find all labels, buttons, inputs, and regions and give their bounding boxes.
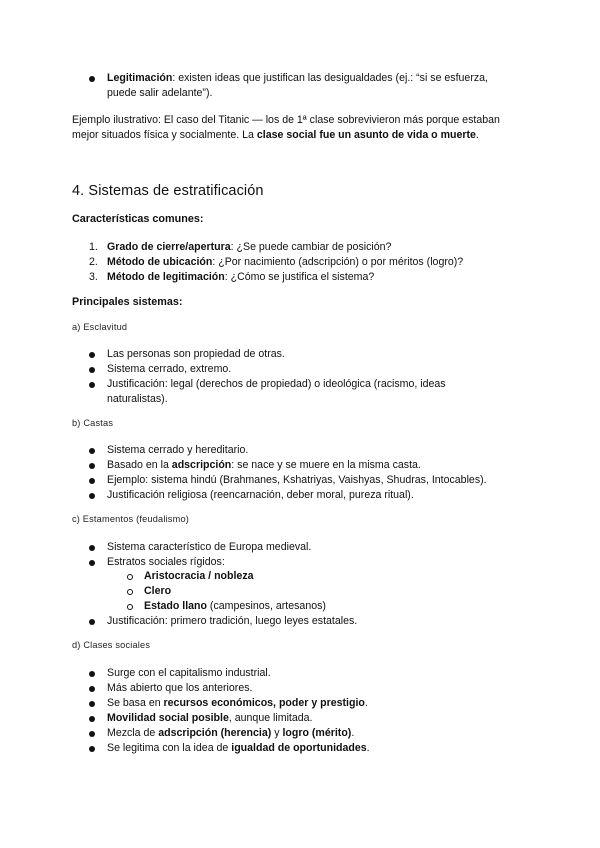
legitimacion-term: Legitimación (107, 72, 173, 84)
list-item: Se legitima con la idea de igualdad de oportunidades. (107, 742, 370, 754)
list-item: Se basa en recursos económicos, poder y prestigio. (107, 697, 368, 709)
bullet-icon (89, 671, 95, 677)
main-systems-heading: Principales sistemas: (72, 296, 183, 308)
example-paragraph-line2: mejor situados física y socialmente. La clase social fue un asunto de vida o muerte. (72, 129, 479, 141)
sub-list-item: Clero (144, 585, 172, 597)
bullet-icon (89, 560, 95, 566)
bullet-icon (89, 76, 95, 82)
circle-bullet-icon (127, 574, 133, 580)
bullet-icon (89, 746, 95, 752)
list-item: Justificación religiosa (reencarnación, deber moral, pureza ritual). (107, 489, 414, 501)
bullet-icon (89, 382, 95, 388)
bullet-icon (89, 716, 95, 722)
bullet-icon (89, 545, 95, 551)
bullet-icon (89, 367, 95, 373)
clases-heading: d) Clases sociales (72, 640, 151, 650)
list-item-cont: naturalistas). (107, 393, 168, 405)
legitimacion-item: Legitimación: existen ideas que justifican las desigualdades (ej.: “si se esfuerza, (107, 72, 488, 84)
bullet-icon (89, 478, 95, 484)
legitimacion-item-cont: puede salir adelante”). (107, 87, 213, 99)
list-item: Más abierto que los anteriores. (107, 682, 253, 694)
list-number: 3. (89, 271, 98, 283)
list-item: Sistema cerrado y hereditario. (107, 444, 249, 456)
castas-heading: b) Castas (72, 418, 114, 428)
bullet-icon (89, 731, 95, 737)
circle-bullet-icon (127, 589, 133, 595)
bullet-icon (89, 686, 95, 692)
common-heading: Características comunes: (72, 213, 204, 225)
list-item: Justificación: legal (derechos de propiedad) o ideológica (racismo, ideas (107, 378, 446, 390)
bullet-icon (89, 493, 95, 499)
esclavitud-heading: a) Esclavitud (72, 322, 128, 332)
common-item-2: Método de ubicación: ¿Por nacimiento (adscripción) o por méritos (logro)? (107, 256, 464, 268)
estamentos-heading: c) Estamentos (feudalismo) (72, 514, 190, 524)
list-item: Movilidad social posible, aunque limitada. (107, 712, 313, 724)
bullet-icon (89, 352, 95, 358)
section-title: 4. Sistemas de estratificación (72, 183, 264, 199)
list-item: Basado en la adscripción: se nace y se muere en la misma casta. (107, 459, 421, 471)
bullet-icon (89, 701, 95, 707)
list-item: Las personas son propiedad de otras. (107, 348, 285, 360)
list-number: 1. (89, 241, 98, 253)
list-item: Justificación: primero tradición, luego leyes estatales. (107, 615, 358, 627)
bullet-icon (89, 619, 95, 625)
bullet-icon (89, 448, 95, 454)
list-item: Surge con el capitalismo industrial. (107, 667, 271, 679)
list-item: Sistema característico de Europa medieval. (107, 541, 312, 553)
sub-list-item: Aristocracia / nobleza (144, 570, 254, 582)
example-paragraph-line1: Ejemplo ilustrativo: El caso del Titanic — los de 1ª clase sobrevivieron más porque estaban (72, 114, 500, 126)
list-number: 2. (89, 256, 98, 268)
list-item: Estratos sociales rígidos: (107, 556, 225, 568)
list-item: Ejemplo: sistema hindú (Brahmanes, Kshatriyas, Vaishyas, Shudras, Intocables). (107, 474, 487, 486)
common-item-1: Grado de cierre/apertura: ¿Se puede cambiar de posición? (107, 241, 392, 253)
circle-bullet-icon (127, 604, 133, 610)
list-item: Sistema cerrado, extremo. (107, 363, 232, 375)
sub-list-item: Estado llano (campesinos, artesanos) (144, 600, 326, 612)
bullet-icon (89, 463, 95, 469)
common-item-3: Método de legitimación: ¿Cómo se justifica el sistema? (107, 271, 375, 283)
list-item: Mezcla de adscripción (herencia) y logro (mérito). (107, 727, 355, 739)
